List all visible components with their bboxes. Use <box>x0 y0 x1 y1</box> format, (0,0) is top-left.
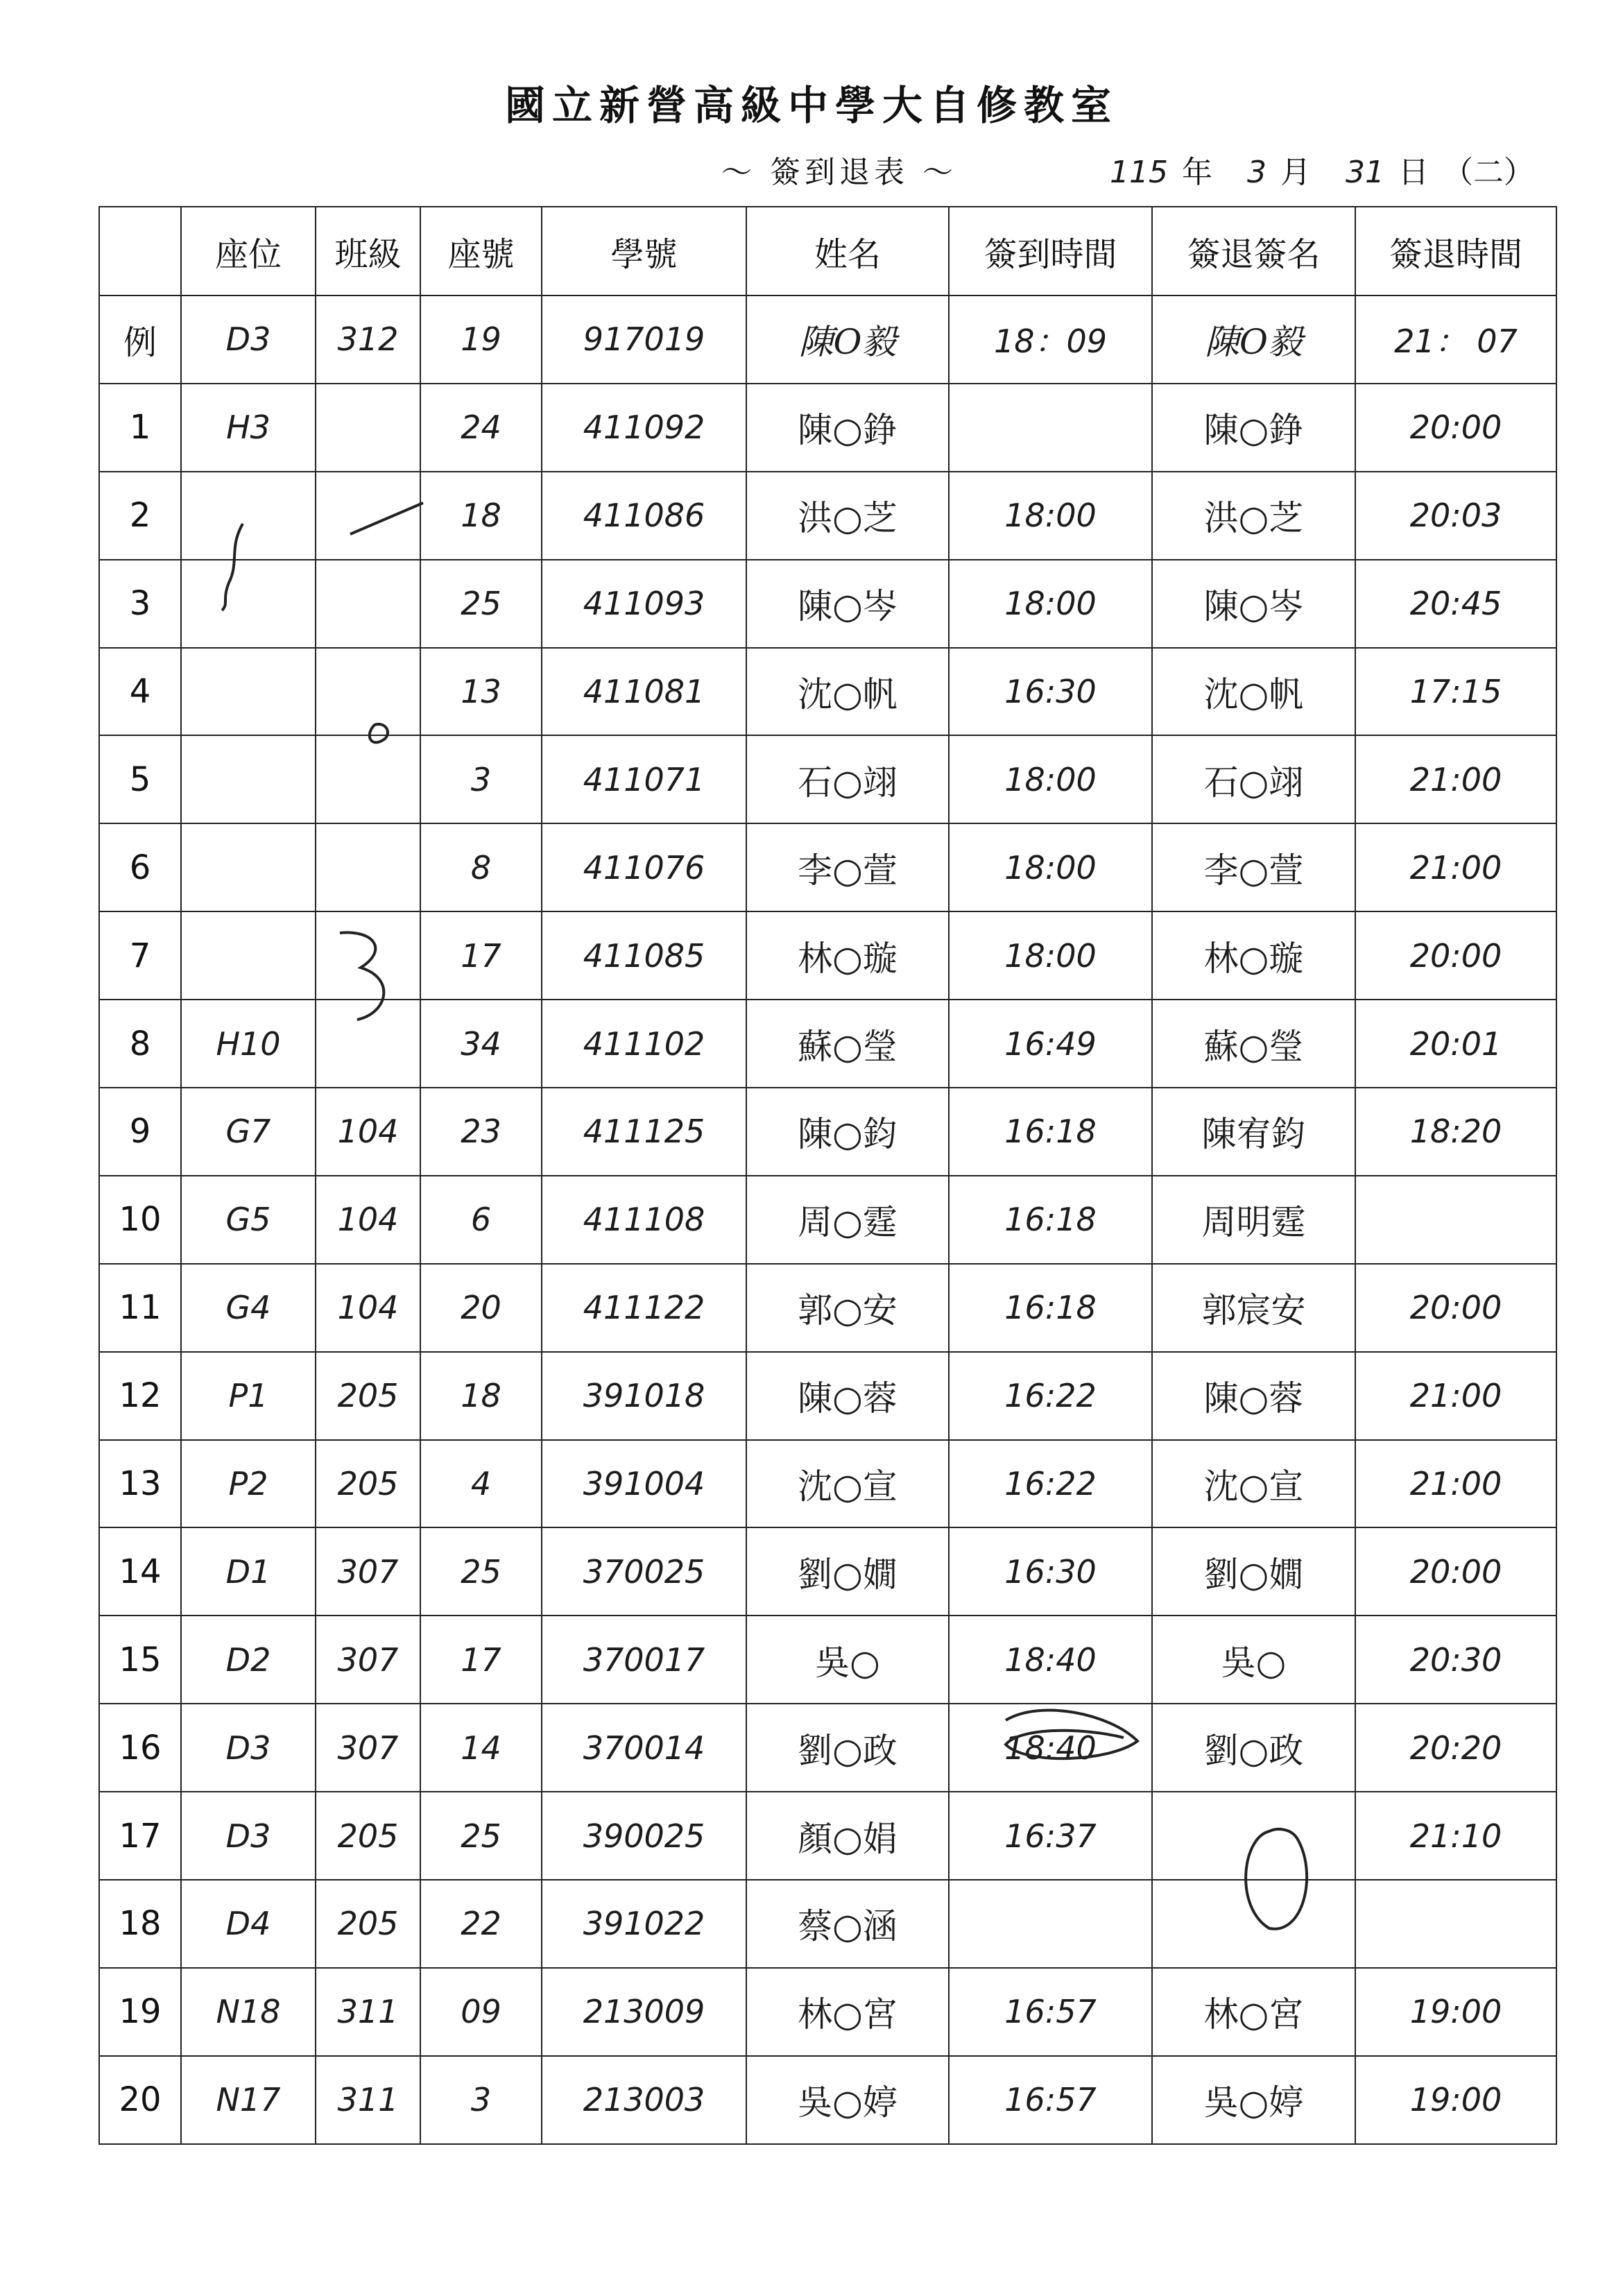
cell-checkout: 20:20 <box>1355 1704 1556 1792</box>
cell-seat-no: 17 <box>420 911 542 1000</box>
table-row <box>99 1000 1556 1088</box>
row-index: 20 <box>99 2056 181 2144</box>
cell-student-id: 391018 <box>542 1352 746 1440</box>
cell-student-id: 411092 <box>542 384 746 472</box>
example-row <box>99 295 1556 384</box>
cell-checkin: 16:57 <box>949 1968 1152 2056</box>
cell-seat-no: 18 <box>420 1352 542 1440</box>
cell-checkin: 18:00 <box>949 560 1152 648</box>
cell-name: 郭○安 <box>746 1264 949 1352</box>
cell-class: 307 <box>316 1527 420 1616</box>
cell-checkin: 16:22 <box>949 1440 1152 1528</box>
cell-checkout: 20:45 <box>1355 560 1556 648</box>
cell-name: 石○翊 <box>746 735 949 823</box>
cell-checkout: 18:20 <box>1355 1088 1556 1176</box>
row-index: 1 <box>99 384 181 472</box>
cell-class <box>316 1000 420 1088</box>
cell-checkout: 21:00 <box>1355 1440 1556 1528</box>
cell-seat: N18 <box>181 1968 316 2056</box>
row-index: 11 <box>99 1264 181 1352</box>
cell-checkout: 21:00 <box>1355 735 1556 823</box>
cell-student-id: 370014 <box>542 1704 746 1792</box>
cell-seat: N17 <box>181 2056 316 2144</box>
cell-class: 312 <box>316 295 420 384</box>
cell-seat: G7 <box>181 1088 316 1176</box>
cell-name: 陳○錚 <box>746 384 949 472</box>
cell-signout-name: 陳宥鈞 <box>1152 1088 1355 1176</box>
row-index: 19 <box>99 1968 181 2056</box>
cell-checkin: 16:57 <box>949 2056 1152 2144</box>
cell-seat-no: 22 <box>420 1880 542 1968</box>
cell-seat: D3 <box>181 1704 316 1792</box>
cell-class: 104 <box>316 1264 420 1352</box>
cell-checkout: 20:01 <box>1355 1000 1556 1088</box>
table-row <box>99 1264 1556 1352</box>
row-index: 6 <box>99 823 181 911</box>
cell-class: 307 <box>316 1616 420 1704</box>
cell-student-id: 411125 <box>542 1088 746 1176</box>
cell-student-id: 411086 <box>542 472 746 560</box>
cell-seat <box>181 911 316 1000</box>
cell-name: 顏○娟 <box>746 1792 949 1880</box>
cell-checkin: 16:18 <box>949 1176 1152 1264</box>
date-month: 3 <box>1246 155 1266 190</box>
cell-class: 307 <box>316 1704 420 1792</box>
cell-student-id: 411081 <box>542 648 746 736</box>
cell-checkin: 16:18 <box>949 1088 1152 1176</box>
cell-checkin: 16:49 <box>949 1000 1152 1088</box>
header-seat: 座位 <box>181 207 316 295</box>
row-index: 15 <box>99 1616 181 1704</box>
cell-signout-name: 林○宮 <box>1152 1968 1355 2056</box>
cell-class: 104 <box>316 1088 420 1176</box>
cell-signout-name: 周明霆 <box>1152 1176 1355 1264</box>
row-index: 2 <box>99 472 181 560</box>
cell-checkin: 16:30 <box>949 1527 1152 1616</box>
cell-seat: D2 <box>181 1616 316 1704</box>
cell-checkout <box>1355 1880 1556 1968</box>
cell-signout-name: 陳○蓉 <box>1152 1352 1355 1440</box>
cell-seat-no: 34 <box>420 1000 542 1088</box>
cell-checkout: 19:00 <box>1355 2056 1556 2144</box>
cell-seat-no: 20 <box>420 1264 542 1352</box>
row-index: 例 <box>99 295 181 384</box>
cell-checkin: 18:00 <box>949 823 1152 911</box>
cell-name: 吳○婷 <box>746 2056 949 2144</box>
table-row <box>99 648 1556 736</box>
cell-signout-name: 石○翊 <box>1152 735 1355 823</box>
cell-seat-no: 4 <box>420 1440 542 1528</box>
header-class: 班級 <box>316 207 420 295</box>
row-index: 18 <box>99 1880 181 1968</box>
cell-seat: D1 <box>181 1527 316 1616</box>
cell-checkout <box>1355 1176 1556 1264</box>
cell-student-id: 370017 <box>542 1616 746 1704</box>
cell-seat-no: 24 <box>420 384 542 472</box>
cell-name: 林○璇 <box>746 911 949 1000</box>
cell-name: 陳○岑 <box>746 560 949 648</box>
table-row <box>99 911 1556 1000</box>
cell-signout-name <box>1152 1792 1355 1880</box>
cell-signout-name: 陳O毅 <box>1152 295 1355 384</box>
cell-checkin: 18:00 <box>949 911 1152 1000</box>
cell-seat-no: 3 <box>420 735 542 823</box>
signin-table <box>98 206 1557 2145</box>
cell-student-id: 411085 <box>542 911 746 1000</box>
header-signout-signature: 簽退簽名 <box>1152 207 1355 295</box>
cell-student-id: 411108 <box>542 1176 746 1264</box>
cell-seat: P2 <box>181 1440 316 1528</box>
table-row <box>99 1968 1556 2056</box>
table-row <box>99 560 1556 648</box>
cell-name: 沈○宣 <box>746 1440 949 1528</box>
cell-student-id: 411093 <box>542 560 746 648</box>
cell-seat: H10 <box>181 1000 316 1088</box>
table-row <box>99 1088 1556 1176</box>
cell-seat: G5 <box>181 1176 316 1264</box>
row-index: 7 <box>99 911 181 1000</box>
header-student-id: 學號 <box>542 207 746 295</box>
cell-class: 311 <box>316 2056 420 2144</box>
cell-checkout: 20:00 <box>1355 1264 1556 1352</box>
cell-name: 劉○嫺 <box>746 1527 949 1616</box>
cell-name: 林○宮 <box>746 1968 949 2056</box>
cell-seat-no: 17 <box>420 1616 542 1704</box>
cell-signout-name: 陳○錚 <box>1152 384 1355 472</box>
cell-checkout: 20:00 <box>1355 384 1556 472</box>
row-index: 13 <box>99 1440 181 1528</box>
cell-seat: D3 <box>181 1792 316 1880</box>
cell-name: 李○萱 <box>746 823 949 911</box>
cell-seat-no: 25 <box>420 1792 542 1880</box>
cell-signout-name: 沈○帆 <box>1152 648 1355 736</box>
header-row <box>99 207 1556 295</box>
cell-checkout: 21:00 <box>1355 823 1556 911</box>
cell-class: 205 <box>316 1792 420 1880</box>
cell-seat: P1 <box>181 1352 316 1440</box>
cell-seat <box>181 648 316 736</box>
cell-class <box>316 911 420 1000</box>
cell-seat <box>181 735 316 823</box>
cell-student-id: 411076 <box>542 823 746 911</box>
row-index: 10 <box>99 1176 181 1264</box>
cell-checkout: 21： 07 <box>1355 295 1556 384</box>
cell-checkout: 20:00 <box>1355 911 1556 1000</box>
cell-checkout: 19:00 <box>1355 1968 1556 2056</box>
header-index <box>99 207 181 295</box>
cell-class: 205 <box>316 1880 420 1968</box>
cell-student-id: 390025 <box>542 1792 746 1880</box>
cell-seat: D3 <box>181 295 316 384</box>
cell-checkin: 16:30 <box>949 648 1152 736</box>
table-row <box>99 735 1556 823</box>
row-index: 5 <box>99 735 181 823</box>
cell-signout-name: 沈○宣 <box>1152 1440 1355 1528</box>
cell-seat <box>181 472 316 560</box>
cell-checkin <box>949 384 1152 472</box>
cell-seat-no: 13 <box>420 648 542 736</box>
cell-checkin: 18:40 <box>949 1616 1152 1704</box>
cell-checkin: 18:00 <box>949 735 1152 823</box>
cell-checkout: 21:10 <box>1355 1792 1556 1880</box>
cell-name: 沈○帆 <box>746 648 949 736</box>
cell-student-id: 391004 <box>542 1440 746 1528</box>
cell-seat: D4 <box>181 1880 316 1968</box>
cell-signout-name: 吳○ <box>1152 1616 1355 1704</box>
table-row <box>99 472 1556 560</box>
cell-seat-no: 23 <box>420 1088 542 1176</box>
cell-checkin: 18:40 <box>949 1704 1152 1792</box>
cell-student-id: 391022 <box>542 1880 746 1968</box>
cell-signout-name: 蘇○瑩 <box>1152 1000 1355 1088</box>
cell-seat <box>181 823 316 911</box>
date-day: 31 <box>1345 155 1384 190</box>
table-row <box>99 1440 1556 1528</box>
cell-signout-name: 李○萱 <box>1152 823 1355 911</box>
cell-name: 陳O毅 <box>746 295 949 384</box>
cell-class <box>316 735 420 823</box>
table-row <box>99 1527 1556 1616</box>
date-line <box>1110 147 1538 191</box>
table-row <box>99 1616 1556 1704</box>
header-name: 姓名 <box>746 207 949 295</box>
cell-class: 205 <box>316 1440 420 1528</box>
table-row <box>99 1704 1556 1792</box>
row-index: 8 <box>99 1000 181 1088</box>
table-row <box>99 1880 1556 1968</box>
table-row <box>99 1352 1556 1440</box>
table-row <box>99 823 1556 911</box>
cell-signout-name <box>1152 1880 1355 1968</box>
cell-checkout: 20:00 <box>1355 1527 1556 1616</box>
cell-seat: G4 <box>181 1264 316 1352</box>
document-subtitle: ～ 簽到退表 ～ <box>721 155 957 190</box>
cell-checkout: 17:15 <box>1355 648 1556 736</box>
row-index: 14 <box>99 1527 181 1616</box>
cell-class <box>316 560 420 648</box>
row-index: 9 <box>99 1088 181 1176</box>
date-year-label: 年 <box>1181 155 1212 190</box>
cell-class <box>316 472 420 560</box>
cell-class <box>316 648 420 736</box>
date-day-label: 日 <box>1398 155 1429 190</box>
header-checkout-time: 簽退時間 <box>1355 207 1556 295</box>
cell-class: 104 <box>316 1176 420 1264</box>
cell-name: 陳○蓉 <box>746 1352 949 1440</box>
cell-signout-name: 吳○婷 <box>1152 2056 1355 2144</box>
cell-name: 蔡○涵 <box>746 1880 949 1968</box>
row-index: 17 <box>99 1792 181 1880</box>
row-index: 16 <box>99 1704 181 1792</box>
cell-signout-name: 洪○芝 <box>1152 472 1355 560</box>
date-year: 115 <box>1110 155 1168 190</box>
cell-class: 311 <box>316 1968 420 2056</box>
cell-name: 吳○ <box>746 1616 949 1704</box>
cell-class <box>316 823 420 911</box>
cell-signout-name: 郭宸安 <box>1152 1264 1355 1352</box>
cell-seat-no: 14 <box>420 1704 542 1792</box>
table-row <box>99 1176 1556 1264</box>
cell-checkout: 20:30 <box>1355 1616 1556 1704</box>
cell-checkout: 21:00 <box>1355 1352 1556 1440</box>
cell-checkin <box>949 1880 1152 1968</box>
cell-class <box>316 384 420 472</box>
cell-seat: H3 <box>181 384 316 472</box>
cell-seat-no: 19 <box>420 295 542 384</box>
date-month-label: 月 <box>1280 155 1311 190</box>
cell-signout-name: 林○璇 <box>1152 911 1355 1000</box>
cell-seat-no: 8 <box>420 823 542 911</box>
table-row <box>99 384 1556 472</box>
table-row <box>99 2056 1556 2144</box>
cell-signout-name: 陳○岑 <box>1152 560 1355 648</box>
cell-checkin: 18:00 <box>949 472 1152 560</box>
cell-student-id: 917019 <box>542 295 746 384</box>
header-checkin-time: 簽到時間 <box>949 207 1152 295</box>
cell-name: 劉○政 <box>746 1704 949 1792</box>
row-index: 4 <box>99 648 181 736</box>
cell-student-id: 213003 <box>542 2056 746 2144</box>
cell-student-id: 370025 <box>542 1527 746 1616</box>
row-index: 12 <box>99 1352 181 1440</box>
cell-seat-no: 09 <box>420 1968 542 2056</box>
cell-seat <box>181 560 316 648</box>
cell-seat-no: 3 <box>420 2056 542 2144</box>
cell-seat-no: 25 <box>420 560 542 648</box>
cell-student-id: 411122 <box>542 1264 746 1352</box>
cell-name: 蘇○瑩 <box>746 1000 949 1088</box>
cell-checkin: 16:18 <box>949 1264 1152 1352</box>
document-title: 國立新營高級中學大自修教室 <box>504 82 1118 129</box>
cell-class: 205 <box>316 1352 420 1440</box>
cell-seat-no: 25 <box>420 1527 542 1616</box>
header-seat-no: 座號 <box>420 207 542 295</box>
table-row <box>99 1792 1556 1880</box>
cell-name: 陳○鈞 <box>746 1088 949 1176</box>
cell-name: 洪○芝 <box>746 472 949 560</box>
cell-student-id: 213009 <box>542 1968 746 2056</box>
cell-seat-no: 6 <box>420 1176 542 1264</box>
cell-signout-name: 劉○嫺 <box>1152 1527 1355 1616</box>
cell-checkout: 20:03 <box>1355 472 1556 560</box>
cell-seat-no: 18 <box>420 472 542 560</box>
cell-student-id: 411102 <box>542 1000 746 1088</box>
cell-student-id: 411071 <box>542 735 746 823</box>
cell-signout-name: 劉○政 <box>1152 1704 1355 1792</box>
date-weekday: （二） <box>1442 155 1534 190</box>
cell-checkin: 16:37 <box>949 1792 1152 1880</box>
cell-checkin: 16:22 <box>949 1352 1152 1440</box>
cell-name: 周○霆 <box>746 1176 949 1264</box>
row-index: 3 <box>99 560 181 648</box>
cell-checkin: 18：09 <box>949 295 1152 384</box>
